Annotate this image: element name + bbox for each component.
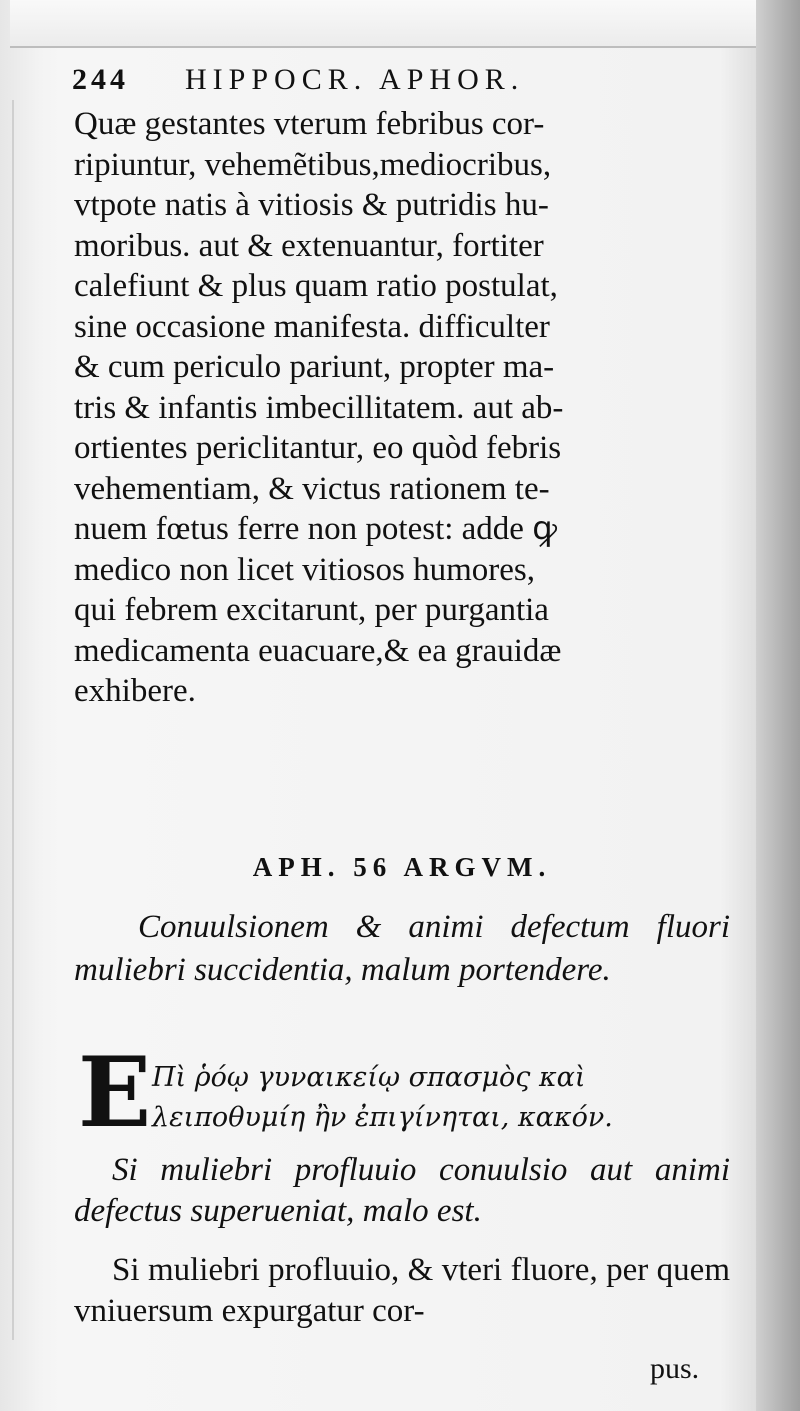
book-gutter-shadow [756,0,800,1411]
latin-translation: Si muliebri profluuio conuulsio aut animi defectus superueniat, malo est. [74,1152,730,1229]
commentary-line: calefiunt & plus quam ratio postulat, [74,268,558,304]
running-head [72,58,732,102]
greek-aphorism [74,1036,730,1149]
catchword: pus. [650,1352,700,1385]
commentary-line: Quæ gestantes vterum febribus cor- [74,106,545,142]
next-aphorism-text: Si muliebri profluuio, & vteri fluore, per quem vniuersum expurgatur cor- [74,1252,730,1329]
previous-page-edge [10,0,770,48]
page-fold-line [12,100,14,1340]
commentary-line: tris & infantis imbecillitatem. aut ab- [74,389,564,426]
commentary-line: sine occasione manifesta. difficulter [74,308,550,345]
commentary-line: & cum periculo pariunt, propter ma- [74,349,555,385]
commentary-line: medico non licet vitiosos humores, [74,551,536,588]
greek-text: Πὶ ῥόῳ γυναικείῳ σπασμὸς καὶ λειποθυμίη ἢν ἐπιγίνηται, κακόν. [152,1062,613,1133]
commentary-line: nuem fœtus ferre non potest: adde ꝙ [74,511,557,547]
commentary-line: vehementiam, & victus rationem te- [74,470,550,507]
drop-cap-initial: E [78,1036,152,1149]
argument-text: Conuulsionem & animi defectum fluori muliebri succidentia, malum portendere. [74,909,730,988]
running-title: HIPPOCR. APHOR. [185,63,525,96]
page-number: 244 [72,63,129,96]
commentary-line: qui febrem excitarunt, per purgantia [74,592,549,628]
commentary-block [74,104,730,712]
commentary-line: exhibere. [74,673,196,709]
commentary-line: moribus. aut & extenuantur, fortiter [74,227,544,264]
aphorism-heading: APH. 56 ARGVM. [252,852,552,882]
commentary-line: ripiuntur, vehemẽtibus,mediocribus, [74,146,552,183]
commentary-line: vtpote natis à vitiosis & putridis hu- [74,187,549,223]
commentary-line: medicamenta euacuare,& ea grauidæ [74,632,562,669]
commentary-line: ortientes periclitantur, eo quòd febris [74,430,562,466]
